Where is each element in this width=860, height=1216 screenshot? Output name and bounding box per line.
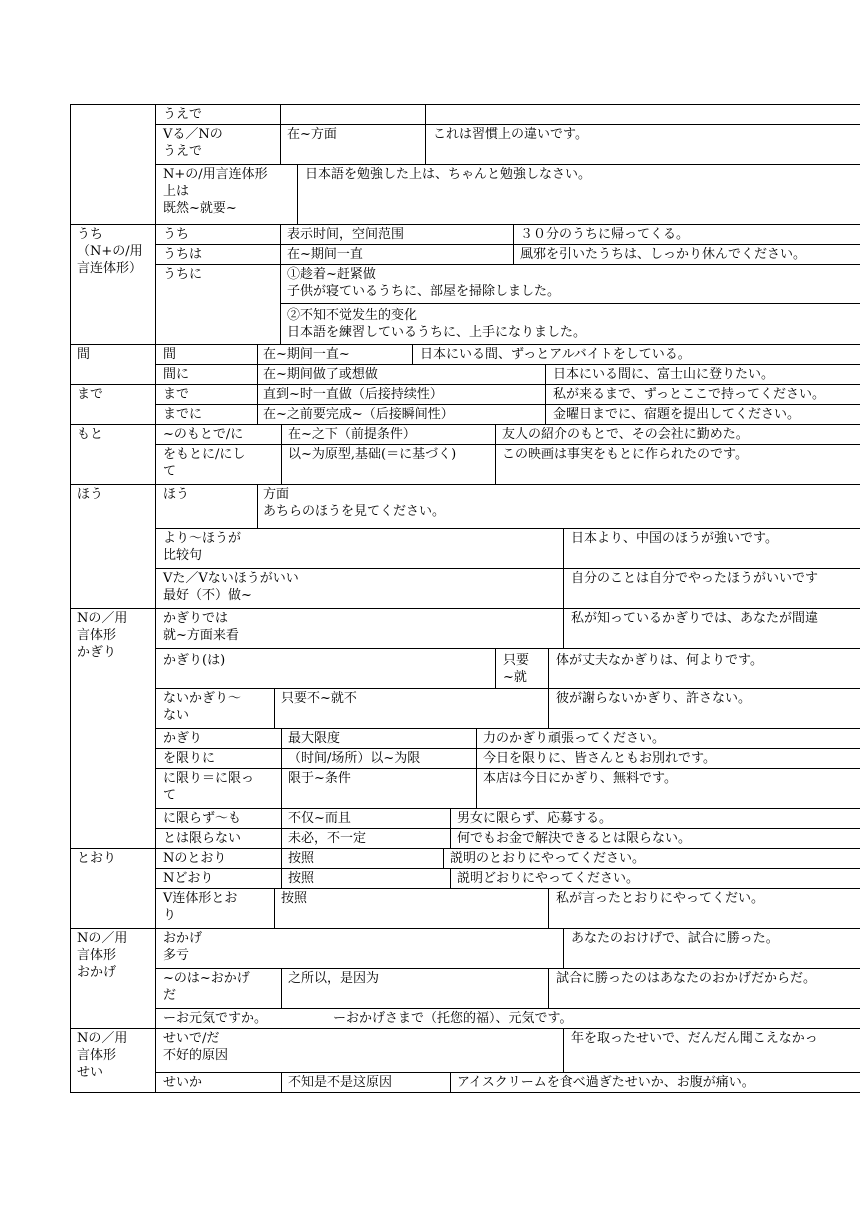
table-rule: [155, 404, 860, 405]
meaning-cell: 在~期间做了或想做: [263, 367, 378, 382]
example-cell: ３０分のうちに帰ってくる。: [520, 227, 690, 242]
example-cell: 日本にいる間、ずっとアルバイトをしている。: [420, 347, 691, 362]
table-rule: [280, 303, 860, 304]
table-rule: [155, 828, 860, 829]
column-rule: [495, 444, 496, 484]
table-rule: [155, 968, 860, 969]
pattern-cell: Nどおり: [163, 871, 214, 886]
example-cell: 方面: [263, 487, 290, 502]
column-rule: [281, 808, 282, 828]
table-rule: [70, 928, 860, 929]
example-cell: 子供が寝ているうちに、部屋を掃除しました。: [287, 284, 561, 299]
meaning-cell: ~就: [503, 670, 527, 685]
column-rule: [281, 1072, 282, 1092]
pattern-cell: ほう: [163, 487, 190, 502]
table-rule: [70, 484, 860, 485]
column-rule: [412, 344, 413, 364]
example-cell: 年を取ったせいで、だんだん聞こえなかっ: [571, 1031, 818, 1046]
column-rule: [548, 648, 549, 688]
example-cell: 日本語を練習しているうちに、上手になりました。: [287, 325, 587, 340]
example-cell: 何でもお金で解決できるとは限らない。: [457, 831, 692, 846]
pattern-cell: まで: [163, 387, 190, 402]
pattern-cell: までに: [163, 407, 203, 422]
column-rule: [280, 264, 281, 344]
table-rule: [70, 104, 860, 105]
meaning-cell: 限于~条件: [288, 771, 351, 786]
pattern-cell: をもとに/にし: [163, 447, 246, 462]
column-rule: [257, 404, 258, 424]
column-rule: [495, 424, 496, 444]
meaning-cell: 在~期间一直: [287, 247, 363, 262]
column-rule: [280, 104, 281, 124]
example-cell: ①趁着~赶紧做: [287, 267, 376, 282]
column-rule: [545, 404, 546, 424]
example-cell: この映画は事実をもとに作られたのです。: [502, 447, 748, 462]
example-cell: 日本語を勉強した上は、ちゃんと勉強しなさい。: [305, 167, 592, 182]
example-cell: 男女に限らず、応募する。: [457, 811, 612, 826]
pattern-cell: Vた／Vないほうがいい: [163, 571, 299, 586]
meaning-cell: 不仅~而且: [288, 811, 351, 826]
example-cell: 体が丈夫なかぎりは、何よりです。: [556, 653, 763, 668]
pattern-cell: に限らず～も: [163, 811, 242, 826]
meaning-cell: （时间/场所）以~为限: [288, 751, 421, 766]
pattern-cell: かぎり: [163, 731, 203, 746]
table-rule: [70, 608, 860, 609]
table-rule: [70, 1092, 860, 1093]
pattern-cell: かぎり(は): [163, 653, 226, 668]
pattern-cell: 間: [163, 347, 177, 362]
pattern-cell: 既然~就要~: [163, 201, 237, 216]
example-cell: ②不知不觉发生的变化: [287, 308, 418, 323]
group-label: （N+の/用: [77, 244, 143, 259]
pattern-cell: とは限らない: [163, 831, 242, 846]
example-cell: 日本より、中国のほうが強いです。: [571, 531, 778, 546]
table-rule: [70, 1028, 860, 1029]
pattern-cell: うえで: [163, 107, 203, 122]
table-rule: [155, 1072, 860, 1073]
column-rule: [443, 848, 444, 868]
pattern-cell: に限り＝に限っ: [163, 771, 255, 786]
table-rule: [155, 124, 860, 125]
example-cell: 今日を限りに、皆さんともお別れです。: [483, 751, 716, 766]
example-cell: 説明どおりにやってください。: [457, 871, 640, 886]
column-rule: [563, 608, 564, 648]
pattern-cell: 不好的原因: [163, 1048, 229, 1063]
pattern-cell: 間に: [163, 367, 190, 382]
group-label: 言体形: [77, 628, 117, 643]
meaning-cell: 未必，不一定: [288, 831, 367, 846]
table-rule: [155, 808, 860, 809]
pattern-cell: Vる／Nの: [163, 127, 223, 142]
column-rule: [274, 888, 275, 928]
column-rule: [281, 748, 282, 768]
example-cell: 風邪を引いたうちは、しっかり休んでください。: [520, 247, 807, 262]
column-rule: [281, 968, 282, 1008]
column-rule: [548, 968, 549, 1008]
column-rule: [450, 828, 451, 848]
pattern-cell: かぎりでは: [163, 611, 229, 626]
pattern-cell: せいで/だ: [163, 1031, 220, 1046]
meaning-cell: 按照: [281, 891, 308, 906]
example-cell: これは習慣上の違いです。: [433, 127, 588, 142]
group-label: かぎり: [77, 645, 117, 660]
group-label: Nの／用: [77, 931, 128, 946]
column-rule: [476, 768, 477, 808]
pattern-cell: より～ほうが: [163, 531, 242, 546]
meaning-cell: 只要不~就不: [281, 691, 357, 706]
group-label: Nの／用: [77, 1031, 128, 1046]
pattern-cell: 多亏: [163, 948, 190, 963]
table-rule: [70, 344, 860, 345]
table-rule: [70, 384, 860, 385]
column-rule: [297, 164, 298, 224]
meaning-cell: 以~为原型,基础(＝に基づく): [288, 447, 457, 462]
column-rule: [450, 1072, 451, 1092]
example-cell: 金曜日までに、宿題を提出してください。: [553, 407, 801, 422]
example-cell: 友人の紹介のもとで、その会社に勤めた。: [502, 427, 749, 442]
pattern-cell: うち: [163, 227, 190, 242]
table-rule: [155, 164, 860, 165]
column-rule: [563, 1028, 564, 1072]
column-rule: [548, 688, 549, 728]
pattern-cell: 上は: [163, 184, 190, 199]
pattern-cell: Nのとおり: [163, 851, 227, 866]
pattern-cell: おかげ: [163, 931, 203, 946]
group-label: おかげ: [77, 965, 117, 980]
pattern-cell: V连体形とお: [163, 891, 238, 906]
table-rule: [155, 264, 860, 265]
table-rule: [155, 528, 860, 529]
column-rule: [425, 104, 426, 124]
meaning-cell: 在~期间一直~: [263, 347, 350, 362]
column-rule: [513, 224, 514, 244]
example-cell: 彼が謝らないかぎり、許さない。: [556, 691, 752, 706]
meaning-cell: 在~之下（前提条件）: [288, 427, 416, 442]
pattern-cell: 就~方面来看: [163, 628, 239, 643]
example-cell: 自分のことは自分でやったほうがいいです: [571, 571, 819, 586]
column-rule: [548, 888, 549, 928]
column-rule: [274, 688, 275, 728]
pattern-cell: うちは: [163, 247, 203, 262]
column-rule: [281, 728, 282, 748]
pattern-cell: うえで: [163, 144, 203, 159]
example-cell: 力のかぎり頑張ってください。: [483, 731, 666, 746]
column-rule: [563, 568, 564, 608]
pattern-cell: N+の/用言连体形: [163, 167, 268, 182]
example-cell: 日本にいる間に、富士山に登りたい。: [553, 367, 775, 382]
column-rule: [281, 848, 282, 868]
table-rule: [155, 648, 860, 649]
group-label: 言体形: [77, 1048, 117, 1063]
column-rule: [476, 728, 477, 748]
pattern-cell: ない: [163, 708, 190, 723]
table-rule: [155, 688, 860, 689]
column-rule: [257, 484, 258, 528]
column-rule: [513, 244, 514, 264]
pattern-cell: ーお元気ですか。: [163, 1011, 268, 1026]
table-rule: [155, 568, 860, 569]
pattern-cell: うちに: [163, 267, 203, 282]
column-rule: [425, 124, 426, 164]
column-rule: [545, 364, 546, 384]
column-rule: [155, 104, 156, 1092]
table-rule: [70, 848, 860, 849]
column-rule: [280, 224, 281, 244]
table-rule: [70, 224, 860, 225]
meaning-cell: 按照: [288, 851, 315, 866]
meaning-cell: 在~方面: [287, 127, 337, 142]
table-rule: [155, 888, 860, 889]
table-rule: [70, 424, 860, 425]
column-rule: [563, 928, 564, 968]
table-rule: [155, 868, 860, 869]
pattern-cell: を限りに: [163, 751, 216, 766]
column-rule: [257, 384, 258, 404]
pattern-cell: だ: [163, 988, 177, 1003]
example-cell: あちらのほうを見てください。: [263, 504, 446, 519]
group-label: とおり: [77, 851, 117, 866]
meaning-cell: 之所以，是因为: [288, 971, 380, 986]
column-rule: [545, 384, 546, 404]
column-rule: [280, 124, 281, 164]
column-rule: [281, 768, 282, 808]
column-rule: [450, 868, 451, 888]
example-cell: あなたのおけげで、試合に勝った。: [571, 931, 779, 946]
pattern-cell: 比较句: [163, 548, 203, 563]
meaning-cell: 按照: [288, 871, 315, 886]
example-cell: 私が来るまで、ずっとここで持ってください。: [553, 387, 825, 402]
example-cell: 本店は今日にかぎり、無料です。: [483, 771, 677, 786]
table-rule: [155, 768, 860, 769]
group-label: 言体形: [77, 948, 117, 963]
pattern-cell: り: [163, 908, 177, 923]
column-rule: [281, 444, 282, 484]
table-rule: [155, 1008, 860, 1009]
column-rule: [70, 104, 71, 1092]
pattern-cell: 最好（不）做~: [163, 588, 252, 603]
example-cell: 試合に勝ったのはあなたのおかげだからだ。: [556, 971, 817, 986]
group-label: 言连体形）: [77, 261, 143, 276]
group-label: せい: [77, 1065, 104, 1080]
table-rule: [155, 728, 860, 729]
column-rule: [257, 364, 258, 384]
group-label: うち: [77, 227, 104, 242]
pattern-cell: て: [163, 464, 177, 479]
pattern-cell: せいか: [163, 1075, 203, 1090]
table-rule: [155, 444, 860, 445]
group-label: 間: [77, 347, 91, 362]
column-rule: [281, 868, 282, 888]
column-rule: [495, 648, 496, 688]
column-rule: [280, 244, 281, 264]
meaning-cell: 不知是不是这原因: [288, 1075, 393, 1090]
table-rule: [155, 364, 860, 365]
column-rule: [257, 344, 258, 364]
meaning-cell: 直到~时一直做（后接持续性）: [263, 387, 443, 402]
column-rule: [450, 808, 451, 828]
pattern-cell: て: [163, 788, 177, 803]
column-rule: [281, 424, 282, 444]
group-label: ほう: [77, 487, 104, 502]
pattern-cell: ないかぎり～: [163, 691, 242, 706]
meaning-cell: 在~之前要完成~（后接瞬间性）: [263, 407, 454, 422]
table-rule: [155, 748, 860, 749]
table-rule: [155, 244, 860, 245]
column-rule: [476, 748, 477, 768]
example-cell: 私が知っているかぎりでは、あなたが間違: [571, 611, 819, 626]
group-label: まで: [77, 387, 104, 402]
group-label: Nの／用: [77, 611, 128, 626]
example-cell: ーおかげさまで（托您的福）、元気です。: [333, 1011, 573, 1026]
example-cell: 説明のとおりにやってください。: [450, 851, 646, 866]
meaning-cell: 最大限度: [288, 731, 341, 746]
group-label: もと: [77, 427, 104, 442]
column-rule: [281, 828, 282, 848]
pattern-cell: ~のは~おかげ: [163, 971, 250, 986]
example-cell: アイスクリームを食べ過ぎたせいか、お腹が痛い。: [457, 1075, 755, 1090]
meaning-cell: 只要: [503, 653, 530, 668]
pattern-cell: ~のもとで/に: [163, 427, 244, 442]
column-rule: [563, 528, 564, 568]
example-cell: 私が言ったとおりにやってくだい。: [556, 891, 765, 906]
meaning-cell: 表示时间，空间范围: [287, 227, 405, 242]
